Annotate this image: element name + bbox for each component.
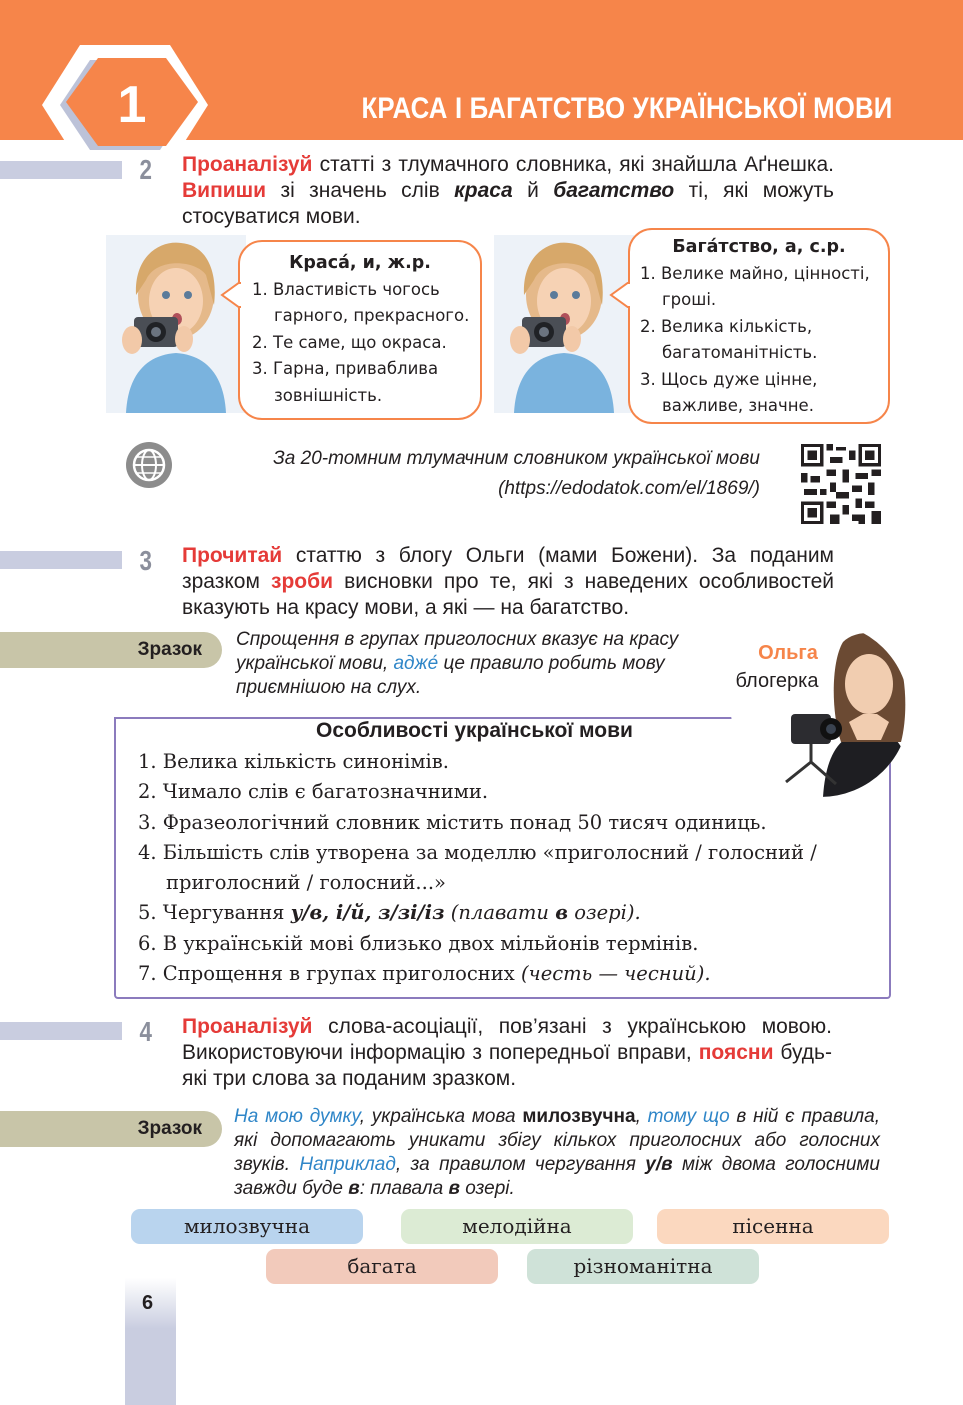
dictionary-meanings-krasa	[240, 277, 480, 410]
feature-item: 3. Фразеологічний словник містить понад 50 тисяч одиниць.	[138, 810, 767, 834]
exercise-3-number: 3	[139, 545, 153, 576]
exercise-3-text: Прочитай статтю з блогу Ольги (мами Божени). За поданим зразком зроби висновки про те, які з наведених особливостей вказують на красу мови, а які — на багатство.	[182, 544, 834, 619]
dictionary-entry-krasa	[238, 240, 482, 420]
task-verb-analyze: Проаналізуй	[182, 153, 313, 176]
meaning-item: 2. Те саме, що окраса.	[252, 332, 447, 352]
dictionary-entry-bagatstvo	[628, 228, 890, 424]
word-chip-3: багата	[266, 1249, 498, 1284]
task-verb-explain: поясни	[698, 1041, 774, 1064]
sample-label-2: Зразок	[0, 1111, 222, 1147]
girl-with-camera-photo-2	[494, 235, 634, 413]
qr-code-icon[interactable]	[801, 444, 881, 524]
feature-item: 1. Велика кількість синонімів.	[138, 750, 449, 773]
word-chip-0: милозвучна	[131, 1209, 363, 1244]
sample-label: Зразок	[0, 632, 222, 668]
task-verb-read: Прочитай	[182, 544, 283, 567]
exercise-4-number: 4	[139, 1016, 153, 1047]
globe-icon	[125, 441, 173, 489]
connector-word: адже́	[393, 653, 439, 674]
features-title: Особливості української мови	[316, 719, 633, 742]
exercise-4-bar	[0, 1022, 122, 1040]
dictionary-source	[180, 444, 760, 504]
meaning-item: 3. Щось дуже цінне, важливе, значне.	[640, 369, 818, 415]
exercise-2-number: 2	[139, 154, 153, 185]
exercise-4-text: Проаналізуй слова-асоціації, пов’язані з українською мовою. Використовуючи інформацію з попередньої вправи, поясни будь-які три слова за поданим зразком.	[182, 1015, 832, 1090]
dictionary-headword-bagatstvo: Бага́тство, а, с.р.	[672, 237, 846, 257]
feature-item: 2. Чимало слів є багатозначними.	[138, 780, 489, 804]
girl-with-camera-photo	[106, 235, 246, 413]
feature-item: 4. Більшість слів утворена за моделлю «приголосний / голосний / приголосний / голосний...»	[138, 840, 817, 895]
word-chip-1: мелодійна	[401, 1209, 633, 1244]
page-number: 6	[142, 1292, 154, 1314]
meaning-item: 2. Велика кількість, багатоманітність.	[640, 316, 818, 362]
blogger-name: Ольга	[758, 642, 818, 664]
word-chip-2: пісенна	[657, 1209, 889, 1244]
bubble-pointer-left	[220, 282, 242, 308]
blogger-role: блогерка	[735, 670, 819, 692]
task-verb-write-out: Випиши	[182, 179, 267, 202]
task-verb-make: зроби	[271, 570, 333, 593]
task-verb-analyze: Проаналізуй	[182, 1015, 313, 1038]
source-title: За 20-томним тлумачним словником української мови	[273, 448, 760, 469]
word-chip-4: різноманітна	[527, 1249, 759, 1284]
sample-2-text: На мою думку, українська мова милозвучна, тому що в ній є правила, які допомагають уникати збігу кількох приголосних або голосних звуків. Наприклад, за правилом чергування у/в між двома голосними завжди буде в: плавала в озері.	[234, 1106, 880, 1199]
exercise-2-text: Проаналізуй статті з тлумачного словника, які знайшла Аґнешка. Випиши зі значень слів краса й багатство ті, які можуть стосуватися мови.	[182, 153, 834, 228]
bubble-pointer-right	[609, 282, 631, 308]
meaning-item: 1. Властивість чогось гарного, прекрасного.	[252, 279, 470, 325]
chapter-number-badge	[40, 40, 210, 170]
sample-1-text: Спрощення в групах приголосних вказує на красу української мови, адже́ це правило робить мову приємнішою на слух.	[236, 629, 679, 698]
exercise-2-bar	[0, 161, 122, 179]
feature-item: 6. В українській мові близько двох мільйонів термінів.	[138, 931, 699, 955]
feature-item: 5. Чергування у/в, і/й, з/зі/із (плавати в озері).	[138, 901, 641, 925]
meaning-item: 1. Велике майно, цінності, гроші.	[640, 263, 870, 309]
exercise-3-bar	[0, 551, 122, 569]
source-link[interactable]: (https://edodatok.com/el/1869/)	[498, 478, 760, 499]
feature-item: 7. Спрощення в групах приголосних (честь — чесний).	[138, 962, 711, 986]
dictionary-headword-krasa: Краса́, и, ж.р.	[289, 253, 431, 273]
dictionary-meanings-bagatstvo	[630, 261, 888, 420]
meaning-item: 3. Гарна, приваблива зовнішність.	[252, 359, 439, 405]
features-list	[138, 747, 883, 989]
chapter-title: КРАСА І БАГАТСТВО УКРАЇНСЬКОЇ МОВИ	[361, 92, 893, 125]
chapter-number: 1	[117, 76, 147, 134]
